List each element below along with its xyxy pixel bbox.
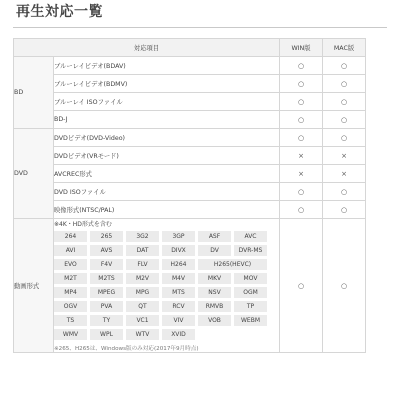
table-row: [14, 183, 366, 201]
mac-support-mark: ×: [323, 147, 366, 165]
format-chip: ASF: [198, 231, 231, 242]
page-bottom-edge: [0, 394, 400, 400]
table-row: [14, 111, 366, 129]
win-support-mark: ○: [280, 219, 323, 353]
mac-support-mark: ×: [323, 165, 366, 183]
table-row: [14, 129, 366, 147]
format-chip: WMV: [54, 329, 87, 340]
format-chip: 264: [54, 231, 87, 242]
format-chip: TY: [90, 315, 123, 326]
format-chip: AVS: [90, 245, 123, 256]
format-chip: DAT: [126, 245, 159, 256]
format-chip: XVID: [162, 329, 195, 340]
format-chip: M4V: [162, 273, 195, 284]
item-label: ブルーレイビデオ(BDMV): [54, 75, 280, 93]
format-chip: 3GP: [162, 231, 195, 242]
item-label: ブルーレイビデオ(BDAV): [54, 57, 280, 75]
table-row: [14, 93, 366, 111]
item-label: AVCREC形式: [54, 165, 280, 183]
table-row: [14, 57, 366, 75]
mac-support-mark: ○: [323, 93, 366, 111]
format-chip: VOB: [198, 315, 231, 326]
format-chip: MTS: [162, 287, 195, 298]
mac-support-mark: ○: [323, 75, 366, 93]
format-chip: DVR-MS: [234, 245, 267, 256]
win-support-mark: ×: [280, 147, 323, 165]
format-chip: TP: [234, 301, 267, 312]
format-chip: OGM: [234, 287, 267, 298]
item-label: BD-J: [54, 111, 280, 129]
win-support-mark: ○: [280, 57, 323, 75]
video-formats-cell: [54, 219, 280, 353]
format-chip: MP4: [54, 287, 87, 298]
format-chip: DV: [198, 245, 231, 256]
format-chip: DIVX: [162, 245, 195, 256]
format-chip: AVC: [234, 231, 267, 242]
format-chip: M2T: [54, 273, 87, 284]
category-cell: 動画形式: [14, 219, 54, 353]
header-mac: MAC版: [323, 39, 366, 57]
mac-support-mark: ○: [323, 129, 366, 147]
item-label: DVDビデオ(VRモード): [54, 147, 280, 165]
win-support-mark: ○: [280, 111, 323, 129]
mac-support-mark: ○: [323, 201, 366, 219]
item-label: DVD ISOファイル: [54, 183, 280, 201]
win-support-mark: ○: [280, 93, 323, 111]
item-label: 映像形式(NTSC/PAL): [54, 201, 280, 219]
item-label: DVDビデオ(DVD-Video): [54, 129, 280, 147]
table-row: [14, 75, 366, 93]
item-label: ブルーレイ ISOファイル: [54, 93, 280, 111]
table-row: [14, 201, 366, 219]
format-chip: MKV: [198, 273, 231, 284]
format-chip: MOV: [234, 273, 267, 284]
format-chip: EVO: [54, 259, 87, 270]
format-chip: WPL: [90, 329, 123, 340]
format-chip: 265: [90, 231, 123, 242]
format-chip: WEBM: [234, 315, 267, 326]
format-chip: RMVB: [198, 301, 231, 312]
table-header-row: [14, 39, 366, 57]
format-chip: NSV: [198, 287, 231, 298]
format-chip: MPEG: [90, 287, 123, 298]
format-chip: TS: [54, 315, 87, 326]
format-chip: RCV: [162, 301, 195, 312]
formats-intro: ※4K・HD形式を含む: [54, 221, 112, 228]
format-chip: QT: [126, 301, 159, 312]
table-row: [14, 147, 366, 165]
format-chip: F4V: [90, 259, 123, 270]
format-chip: PVA: [90, 301, 123, 312]
mac-support-mark: ○: [323, 219, 366, 353]
format-chip: 3G2: [126, 231, 159, 242]
header-win: WIN版: [280, 39, 323, 57]
format-chip: M2TS: [90, 273, 123, 284]
mac-support-mark: ○: [323, 57, 366, 75]
format-chip: FLV: [126, 259, 159, 270]
win-support-mark: ○: [280, 201, 323, 219]
format-chip: OGV: [54, 301, 87, 312]
table-row-video-formats: [14, 219, 366, 353]
title-divider: [13, 27, 387, 28]
mac-support-mark: ○: [323, 183, 366, 201]
format-chip: MPG: [126, 287, 159, 298]
win-support-mark: ○: [280, 75, 323, 93]
table-row: [14, 165, 366, 183]
format-chip: H265(HEVC): [198, 259, 267, 270]
win-support-mark: ×: [280, 165, 323, 183]
playback-support-table: [13, 38, 366, 353]
header-item: 対応項目: [14, 39, 280, 57]
page-title: 再生対応一覧: [16, 4, 103, 20]
win-support-mark: ○: [280, 183, 323, 201]
category-cell: DVD: [14, 129, 54, 219]
mac-support-mark: ○: [323, 111, 366, 129]
win-support-mark: ○: [280, 129, 323, 147]
category-cell: BD: [14, 57, 54, 129]
format-chip: AVI: [54, 245, 87, 256]
format-chip-grid: [54, 231, 279, 340]
format-chip: M2V: [126, 273, 159, 284]
format-chip: H264: [162, 259, 195, 270]
formats-note: ※265、H265は、Windows版のみ対応(2017年9月時点): [54, 346, 199, 352]
format-chip: WTV: [126, 329, 159, 340]
format-chip: VC1: [126, 315, 159, 326]
format-chip: VIV: [162, 315, 195, 326]
